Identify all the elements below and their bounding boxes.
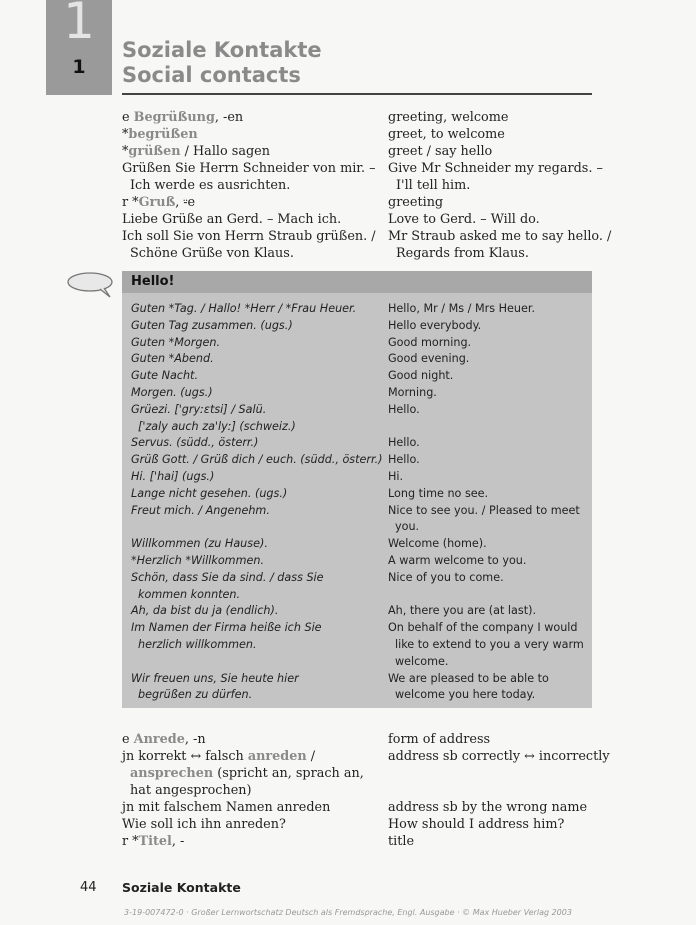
greeting-german: Guten *Morgen. bbox=[131, 335, 220, 349]
publisher-line: 3-19-007472-0 · Großer Lernwortschatz Deutsch als Fremdsprache, Engl. Ausgabe · © Max Hueber Verlag 2003 bbox=[124, 908, 572, 917]
page-title bbox=[122, 38, 322, 88]
greeting-english: Hello. bbox=[388, 436, 420, 450]
entry-german: *begrüßen bbox=[122, 127, 198, 142]
entry-german: Schöne Grüße von Klaus. bbox=[130, 246, 294, 261]
entry-english: form of address bbox=[388, 732, 491, 747]
greeting-german: *Herzlich *Willkommen. bbox=[131, 554, 265, 567]
greeting-german: Servus. (südd., österr.) bbox=[131, 436, 259, 450]
greeting-english: Hello. bbox=[388, 402, 420, 416]
entry-german: jn mit falschem Namen anreden bbox=[122, 800, 331, 815]
greeting-german: Lange nicht gesehen. (ugs.) bbox=[131, 486, 288, 500]
greeting-german: Guten *Tag. / Hallo! *Herr / *Frau Heuer. bbox=[131, 302, 357, 315]
greeting-english: Hello. bbox=[388, 453, 420, 467]
entry-english: Regards from Klaus. bbox=[396, 246, 529, 261]
greeting-german: Gute Nacht. bbox=[131, 369, 198, 383]
entry-german: r *Titel, - bbox=[122, 834, 185, 849]
greeting-english: Nice to see you. / Pleased to meet bbox=[388, 503, 580, 517]
entry-german: e Anrede, -n bbox=[122, 732, 206, 747]
title-english: Social contacts bbox=[122, 63, 301, 87]
title-rule bbox=[122, 93, 592, 95]
greeting-german: Guten *Abend. bbox=[131, 352, 214, 366]
greeting-english: welcome you here today. bbox=[395, 688, 536, 702]
greeting-german: kommen konnten. bbox=[138, 587, 241, 601]
page-number: 44 bbox=[80, 880, 97, 895]
entry-german: e Begrüßung, -en bbox=[122, 110, 244, 125]
entry-english: Mr Straub asked me to say hello. / bbox=[388, 229, 612, 244]
greeting-english: Morning. bbox=[388, 386, 437, 399]
entry-german: Liebe Grüße an Gerd. – Mach ich. bbox=[122, 212, 342, 227]
entry-german: r *Gruß, ⸚e bbox=[122, 195, 196, 210]
entry-german: ansprechen (spricht an, sprach an, bbox=[130, 766, 364, 781]
entry-german: Wie soll ich ihn anreden? bbox=[122, 817, 286, 832]
greeting-german: Ah, da bist du ja (endlich). bbox=[131, 604, 279, 618]
greeting-german: Grüß Gott. / Grüß dich / euch. (südd., österr.) bbox=[131, 453, 383, 467]
entry-german: Grüßen Sie Herrn Schneider von mir. – bbox=[122, 161, 376, 176]
greeting-english: Nice of you to come. bbox=[388, 570, 504, 584]
greeting-english: A warm welcome to you. bbox=[388, 554, 527, 567]
greeting-english: We are pleased to be able to bbox=[388, 671, 549, 685]
footer-section-title: Soziale Kontakte bbox=[122, 880, 241, 895]
greeting-german: Hi. ['hai] (ugs.) bbox=[131, 470, 215, 483]
entry-german: Ich soll Sie von Herrn Straub grüßen. / bbox=[122, 229, 376, 244]
greetings-box bbox=[122, 271, 592, 708]
greeting-german: Wir freuen uns, Sie heute hier bbox=[131, 671, 299, 685]
greeting-english: welcome. bbox=[395, 654, 449, 668]
entry-english: address sb by the wrong name bbox=[388, 800, 588, 815]
entry-english: I'll tell him. bbox=[396, 178, 471, 193]
greeting-german: Freut mich. / Angenehm. bbox=[131, 503, 270, 517]
greeting-german: Im Namen der Firma heiße ich Sie bbox=[131, 621, 322, 635]
greeting-german: Morgen. (ugs.) bbox=[131, 386, 213, 399]
greeting-german: Guten Tag zusammen. (ugs.) bbox=[131, 318, 293, 332]
greeting-english: you. bbox=[395, 520, 420, 534]
greeting-german: begrüßen zu dürfen. bbox=[138, 688, 253, 702]
greeting-english: Ah, there you are (at last). bbox=[388, 604, 537, 618]
entry-english: greet / say hello bbox=[388, 144, 493, 159]
greeting-german: Grüezi. ['gryːɛtsi] / Salü. bbox=[131, 402, 267, 416]
entry-english: greeting, welcome bbox=[388, 110, 509, 125]
entry-english: How should I address him? bbox=[388, 817, 565, 832]
title-german: Soziale Kontakte bbox=[122, 38, 322, 62]
entry-english: address sb correctly ↔ incorrectly bbox=[388, 749, 610, 764]
entry-german: jn korrekt ↔ falsch anreden / bbox=[122, 749, 316, 764]
greeting-german: herzlich willkommen. bbox=[138, 638, 257, 651]
greeting-english: Welcome (home). bbox=[388, 537, 487, 551]
entry-english: Give Mr Schneider my regards. – bbox=[388, 161, 603, 176]
greeting-german: Schön, dass Sie da sind. / dass Sie bbox=[131, 570, 324, 584]
speech-bubble-icon bbox=[66, 271, 118, 299]
entry-english: Love to Gerd. – Will do. bbox=[388, 212, 540, 227]
entry-german: *grüßen / Hallo sagen bbox=[122, 144, 270, 159]
greeting-english: Good night. bbox=[388, 369, 454, 383]
greeting-german: Willkommen (zu Hause). bbox=[131, 537, 268, 551]
entry-german: Ich werde es ausrichten. bbox=[130, 178, 291, 193]
greeting-english: Good morning. bbox=[388, 335, 472, 349]
entry-german: hat angesprochen) bbox=[130, 783, 252, 798]
chapter-tab bbox=[46, 0, 112, 95]
greetings-box-title: Hello! bbox=[131, 274, 175, 289]
greeting-english: Hi. bbox=[388, 470, 404, 483]
greeting-english: On behalf of the company I would bbox=[388, 621, 578, 635]
greeting-english: Good evening. bbox=[388, 352, 470, 366]
greeting-english: Hello, Mr / Ms / Mrs Heuer. bbox=[388, 302, 535, 315]
chapter-number-large: 1 bbox=[63, 0, 95, 50]
entry-english: greeting bbox=[388, 195, 444, 210]
chapter-number-small: 1 bbox=[72, 56, 86, 78]
greeting-german: ['zaly auch za'lyː] (schweiz.) bbox=[138, 419, 296, 433]
greeting-english: Long time no see. bbox=[388, 486, 489, 500]
greeting-english: like to extend to you a very warm bbox=[395, 638, 584, 651]
entry-english: greet, to welcome bbox=[388, 127, 505, 142]
entry-english: title bbox=[388, 834, 415, 849]
greeting-english: Hello everybody. bbox=[388, 318, 482, 332]
greetings-box-header bbox=[122, 271, 592, 293]
